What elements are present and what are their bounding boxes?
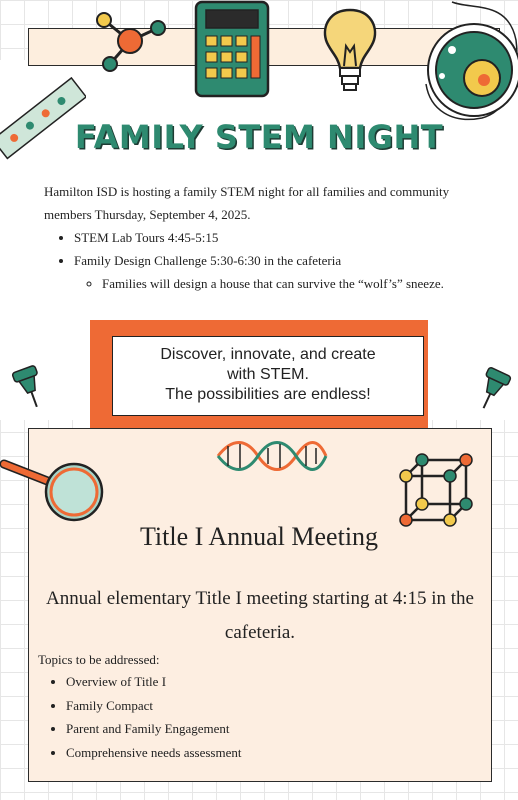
pushpin-icon bbox=[470, 366, 514, 414]
list-item: • Comprehensive needs assessment bbox=[66, 741, 458, 765]
list-item: • Parent and Family Engagement bbox=[66, 717, 458, 741]
callout-line-1: Discover, innovate, and create bbox=[160, 346, 376, 363]
molecule-icon bbox=[90, 6, 170, 76]
stem-activity-list bbox=[44, 226, 474, 295]
list-item: • STEM Lab Tours 4:45-5:15 bbox=[74, 226, 474, 249]
lightbulb-icon bbox=[318, 6, 382, 106]
list-item: • Overview of Title I bbox=[66, 670, 458, 694]
callout-box bbox=[112, 336, 424, 416]
list-item: • Family Compact bbox=[66, 694, 458, 718]
stem-sublist bbox=[74, 272, 474, 295]
callout-line-2: with STEM. bbox=[227, 366, 309, 383]
list-subitem: ◦ Families will design a house that can survive the “wolf’s” sneeze. bbox=[102, 272, 474, 295]
topics-label: Topics to be addressed: bbox=[38, 652, 160, 667]
magnifier-icon bbox=[0, 452, 110, 532]
topics-section bbox=[38, 670, 458, 764]
cell-icon bbox=[412, 0, 518, 132]
calculator-icon bbox=[192, 0, 272, 100]
intro-paragraph: Hamilton ISD is hosting a family STEM night for all families and community members Thursday, September 4, 2025. bbox=[44, 184, 450, 222]
list-item-text: Family Design Challenge 5:30-6:30 in the cafeteria bbox=[74, 253, 342, 268]
dna-icon bbox=[214, 436, 330, 476]
stem-night-section bbox=[44, 180, 474, 295]
topics-list bbox=[38, 670, 458, 764]
meeting-title: Title I Annual Meeting bbox=[139, 522, 379, 551]
page-title: FAMILY STEM NIGHT bbox=[74, 118, 444, 156]
meeting-description: Annual elementary Title I meeting starting at 4:15 in the cafeteria. bbox=[46, 588, 474, 643]
callout-line-3: The possibilities are endless! bbox=[165, 386, 371, 403]
pushpin-icon bbox=[8, 364, 52, 412]
list-item bbox=[74, 249, 474, 295]
